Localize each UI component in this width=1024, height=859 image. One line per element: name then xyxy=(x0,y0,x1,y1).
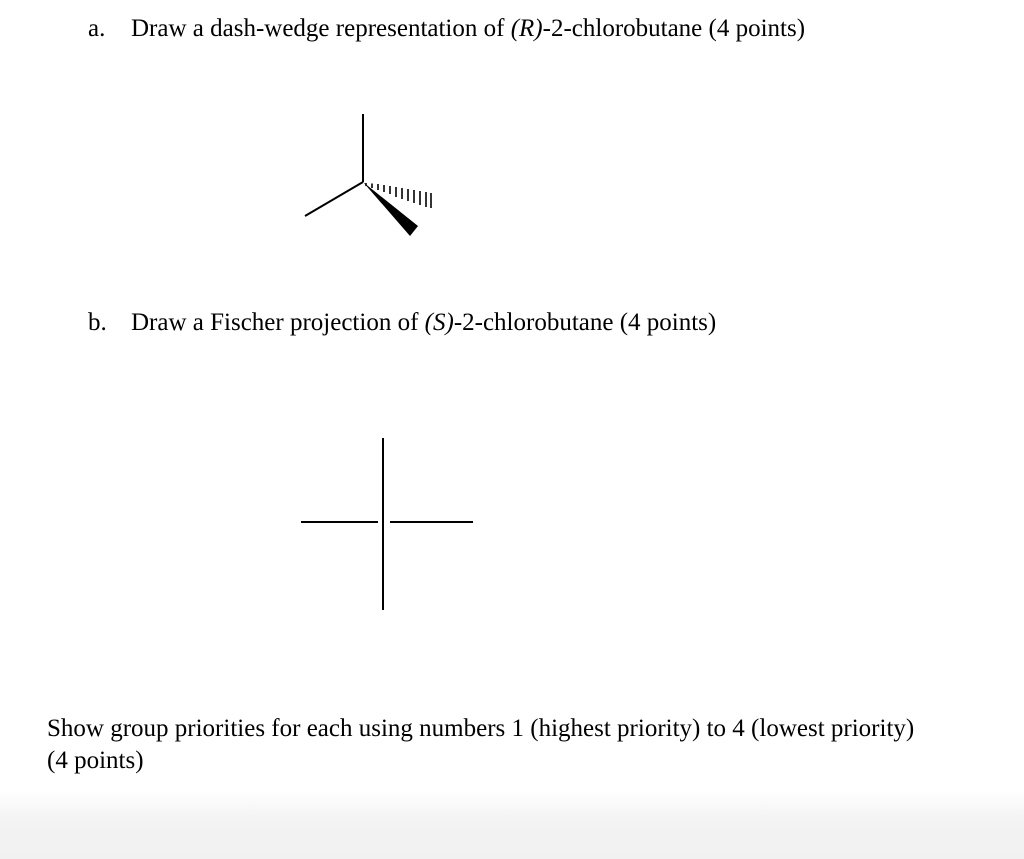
priority-instruction-line2: (4 points) xyxy=(47,747,144,774)
priority-instruction-line1: Show group priorities for each using numbers 1 (highest priority) to 4 (lowest priority) xyxy=(47,715,915,742)
question-a-stereo-descriptor: (R) xyxy=(510,15,543,42)
question-a-text-after: -2-chlorobutane (4 points) xyxy=(542,15,806,42)
priority-instruction xyxy=(47,713,1017,777)
question-b-text-after: -2-chlorobutane (4 points) xyxy=(453,309,717,336)
question-a-text-before: Draw a dash-wedge representation of xyxy=(131,15,511,42)
question-b-stereo-descriptor: (S) xyxy=(424,309,454,336)
question-a-label: a. xyxy=(88,15,106,42)
question-b-label: b. xyxy=(88,309,107,336)
bottom-fade xyxy=(0,790,1024,859)
question-b-text-before: Draw a Fischer projection of xyxy=(131,309,425,336)
